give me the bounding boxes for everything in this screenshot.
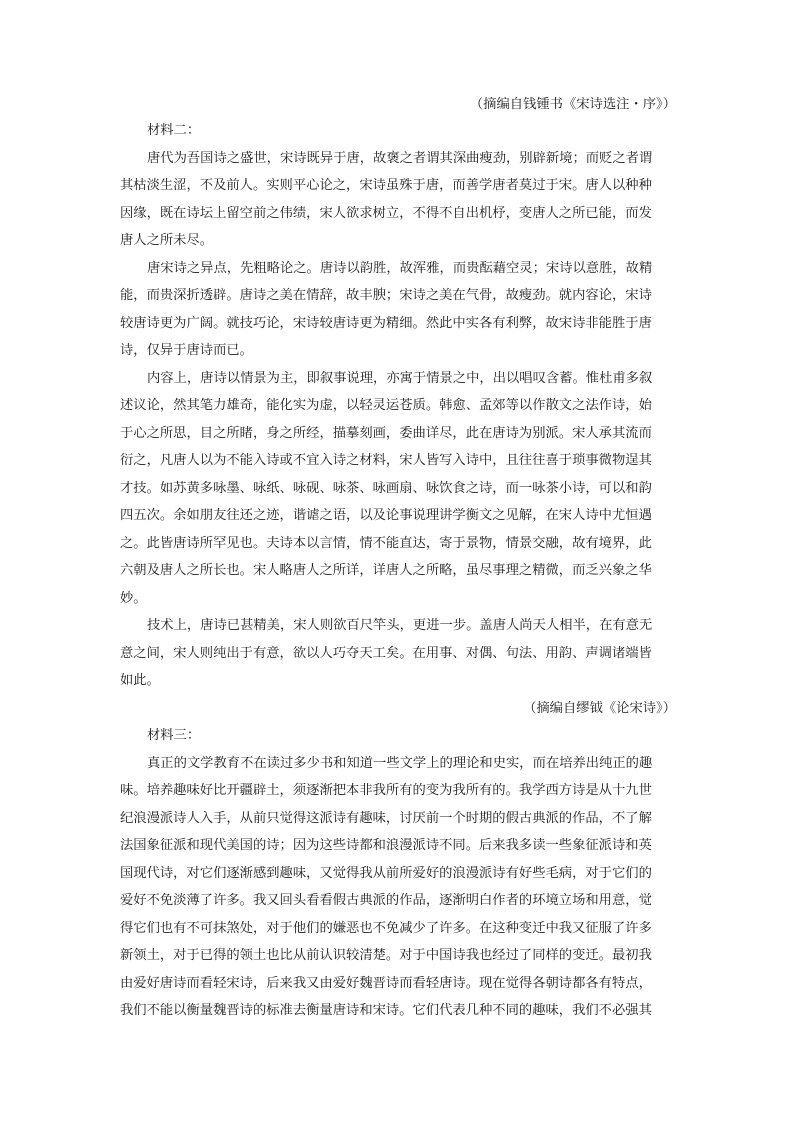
text-line: 我们不能以衡量魏晋诗的标准去衡量唐诗和宋诗。它们代表几种不同的趣味，我们不必强其 xyxy=(120,1003,652,1018)
text-line: 国现代诗，对它们逐渐感到趣味，又觉得我从前所爱好的浪漫派诗有好些毛病，对于它们的 xyxy=(120,865,652,881)
text-line: 妙。 xyxy=(120,590,147,606)
text-line: 意之间，宋人则纯出于有意，欲以人巧夺天工矣。在用事、对偶、句法、用韵、声调诸端皆 xyxy=(120,645,652,661)
text-line: 爱好不免淡薄了许多。我又回头看看假古典派的作品，逐渐明白作者的环境立场和用意，觉 xyxy=(120,893,652,908)
text-line: 内容上，唐诗以情景为主，即叙事说理，亦寓于情景之中，出以唱叹含蓄。惟杜甫多叙 xyxy=(147,370,653,386)
text-line: 技术上，唐诗已甚精美，宋人则欲百尺竿头，更进一步。盖唐人尚天人相半，在有意无 xyxy=(147,618,653,633)
material-three-heading: 材料三： xyxy=(147,728,201,743)
paragraph xyxy=(120,365,676,613)
text-line: 唐代为吾国诗之盛世，宋诗既异于唐，故褒之者谓其深曲瘦劲，别辟新境；而贬之者谓 xyxy=(147,150,653,166)
material-two-section xyxy=(120,117,676,1025)
text-line: 得它们也有不可抹煞处，对于他们的嫌恶也不免减少了许多。在这种变迁中我又征服了许多 xyxy=(120,920,652,936)
text-line: 于心之所思，目之所睹，身之所经，描摹刻画，委曲详尽，此在唐诗为别派。宋人承其流而 xyxy=(120,425,652,441)
paragraph xyxy=(120,750,676,1025)
text-line: 述议论，然其笔力雄奇，能化实为虚，以轻灵运苍质。韩愈、孟郊等以作散文之法作诗，始 xyxy=(120,398,652,413)
text-line: 之。此皆唐诗所罕见也。夫诗本以言情，情不能直达，寄于景物，情景交融，故有境界，此 xyxy=(120,535,652,551)
text-line: 纪浪漫派诗人入手，从前只觉得这派诗有趣味，讨厌前一个时期的假古典派的作品，不了解 xyxy=(120,810,652,826)
paragraph xyxy=(120,612,676,695)
citation-qian-zhongshu: （摘编自钱锺书《宋诗选注・序》） xyxy=(469,97,676,112)
text-line: 因缘，既在诗坛上留空前之伟绩，宋人欲求树立，不得不自出机杼，变唐人之所已能，而发 xyxy=(120,205,652,221)
text-line: 六朝及唐人之所长也。宋人略唐人之所详，详唐人之所略，虽尽事理之精微，而乏兴象之华 xyxy=(120,563,652,578)
text-line: 法国象征派和现代美国的诗；因为这些诗都和浪漫派诗不同。后来我多读一些象征派诗和英 xyxy=(120,838,652,853)
text-line: 新领土，对于已得的领土也比从前认识较清楚。对于中国诗我也经过了同样的变迁。最初我 xyxy=(120,948,652,963)
material-two-heading: 材料二： xyxy=(147,123,201,138)
text-line: 四五次。余如朋友往还之迹，谐谑之语，以及论事说理讲学衡文之见解，在宋人诗中尤恒遇 xyxy=(120,508,652,523)
text-line: 其枯淡生涩，不及前人。实则平心论之，宋诗虽殊于唐，而善学唐者莫过于宋。唐人以种种 xyxy=(120,178,652,193)
text-line: 唐人之所未尽。 xyxy=(120,233,214,248)
text-line: 唐宋诗之异点，先粗略论之。唐诗以韵胜，故浑雅，而贵酝藉空灵；宋诗以意胜，故精 xyxy=(147,260,653,276)
text-line: 诗，仅异于唐诗而已。 xyxy=(120,343,253,358)
citation-miao-yue: （摘编自缪钺《论宋诗》） xyxy=(523,700,676,716)
text-line: 如此。 xyxy=(120,673,160,688)
text-line: 能，而贵深折透辟。唐诗之美在情辞，故丰腴；宋诗之美在气骨，故瘦劲。就内容论，宋诗 xyxy=(120,288,652,303)
paragraph xyxy=(120,145,676,255)
text-line: 衍之，凡唐人以为不能入诗或不宜入诗之材料，宋人皆写入诗中，且往往喜于琐事微物逞其 xyxy=(120,453,652,468)
paragraph xyxy=(120,255,676,365)
text-line: 味。培养趣味好比开疆辟土，须逐渐把本非我所有的变为我所有的。我学西方诗是从十九世 xyxy=(120,783,652,798)
text-line: 才技。如苏黄多咏墨、咏纸、咏砚、咏茶、咏画扇、咏饮食之诗，而一咏茶小诗，可以和韵 xyxy=(120,480,652,496)
text-line: 真正的文学教育不在读过多少书和知道一些文学上的理论和史实，而在培养出纯正的趣 xyxy=(147,755,653,771)
text-line: 由爱好唐诗而看轻宋诗，后来我又由爱好魏晋诗而看轻唐诗。现在觉得各朝诗都各有特点， xyxy=(120,975,652,991)
text-line: 较唐诗更为广阔。就技巧论，宋诗较唐诗更为精细。然此中实各有利弊，故宋诗非能胜于唐 xyxy=(120,315,652,331)
